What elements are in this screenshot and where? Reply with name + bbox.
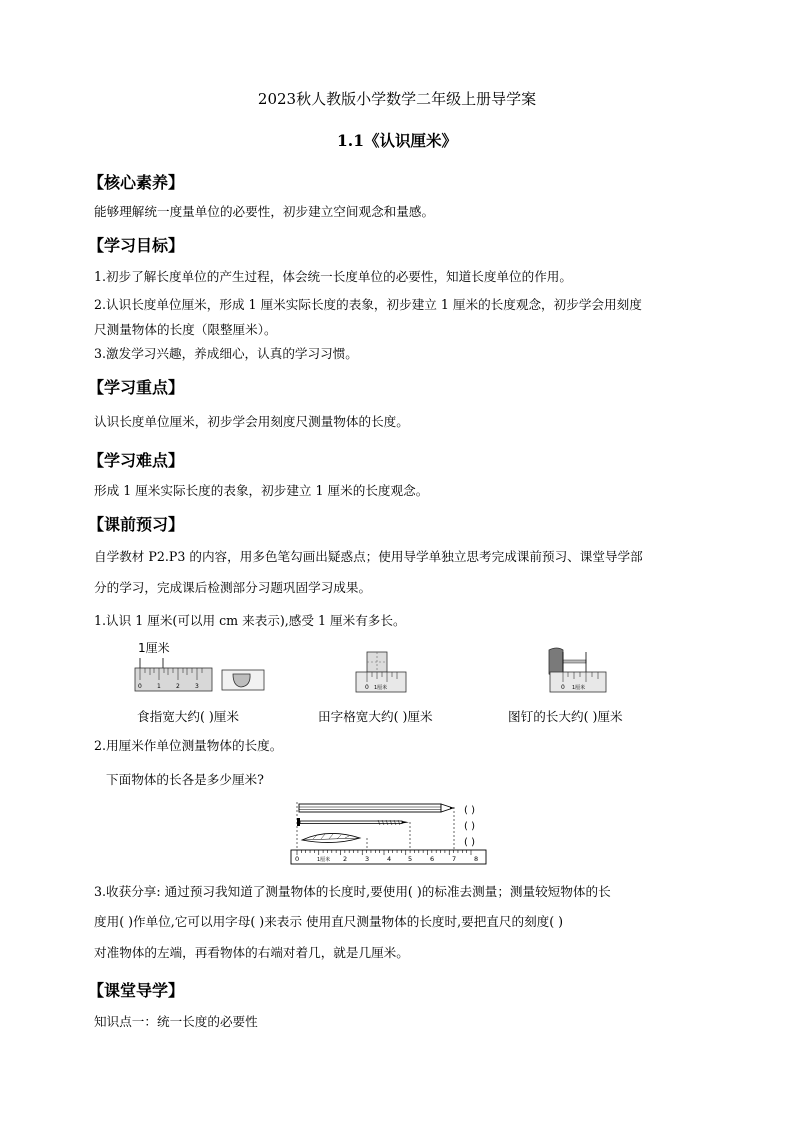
svg-text:1厘米: 1厘米 [572,685,586,691]
svg-text:1厘米: 1厘米 [374,685,388,691]
svg-text:0: 0 [295,855,300,863]
ruler-picture [291,850,486,864]
svg-text:2: 2 [343,855,348,863]
heading-core-literacy: 【核心素养】 [88,173,185,192]
preview-question-3-line-1: 3.收获分享: 通过预习我知道了测量物体的长度时,要使用( )的标准去测量；测量较短物体的长 [94,884,611,899]
difficulties-text: 形成 1 厘米实际长度的表象，初步建立 1 厘米的长度观念。 [94,483,429,498]
svg-text:3: 3 [195,683,199,690]
preview-question-1: 1.认识 1 厘米(可以用 cm 来表示),感受 1 厘米有多长。 [94,613,406,628]
preview-question-3-line-3: 对准物体的左端，再看物体的右端对着几，就是几厘米。 [94,945,409,960]
svg-text:6: 6 [430,855,435,863]
heading-goals: 【学习目标】 [88,236,185,255]
svg-text:8: 8 [474,855,479,863]
goal-item-1: 1.初步了解长度单位的产生过程，体会统一长度单位的必要性，知道长度单位的作用。 [94,269,572,284]
svg-text:1厘米: 1厘米 [317,857,331,863]
grid-square-ruler-picture [356,652,406,692]
one-cm-label: 1厘米 [138,641,170,655]
lesson-subtitle: 1.1《认识厘米》 [337,131,457,150]
svg-text:4: 4 [387,855,392,863]
svg-text:5: 5 [408,855,413,863]
pencil-picture [299,804,454,812]
goal-item-2-line-1: 2.认识长度单位厘米，形成 1 厘米实际长度的表象，初步建立 1 厘米的长度观念，初步学会用刻度 [94,297,642,312]
svg-text:3: 3 [365,855,370,863]
answer-blank-pencil: ( ) [464,805,475,816]
preview-intro-line-1: 自学教材 P2.P3 的内容，用多色笔勾画出疑惑点；使用导学单独立思考完成课前预习、课堂导学部 [94,549,643,564]
preview-question-2-sub: 下面物体的长各是多少厘米? [106,772,264,787]
answer-blank-feather: ( ) [464,837,475,848]
preview-question-3-line-2: 度用( )作单位,它可以用字母( )来表示 使用直尺测量物体的长度时,要把直尺的刻度( ) [94,914,564,929]
nail-picture [297,818,409,826]
document-title: 2023秋人教版小学数学二年级上册导学案 [257,90,537,108]
heading-key-points: 【学习重点】 [88,378,185,397]
pushpin-ruler-picture [549,648,606,692]
preview-question-2: 2.用厘米作单位测量物体的长度。 [94,738,283,753]
goal-item-3: 3.激发学习兴趣，养成细心，认真的学习习惯。 [94,346,358,361]
classroom-knowledge-point-1: 知识点一：统一长度的必要性 [94,1014,258,1029]
svg-text:0: 0 [138,683,142,690]
answer-blank-nail: ( ) [464,821,475,832]
centimeter-examples-figure [130,638,690,700]
key-points-text: 认识长度单位厘米，初步学会用刻度尺测量物体的长度。 [94,414,409,429]
caption-finger-width: 食指宽大约( )厘米 [137,709,239,724]
heading-difficulties: 【学习难点】 [88,451,185,470]
svg-text:2: 2 [176,683,180,690]
svg-text:7: 7 [452,855,457,863]
caption-grid-square-width: 田字格宽大约( )厘米 [318,709,433,724]
measure-objects-figure [288,798,508,868]
goal-item-2-line-2: 尺测量物体的长度（限整厘米）。 [94,322,277,337]
svg-text:1: 1 [157,683,161,690]
core-literacy-text: 能够理解统一度量单位的必要性，初步建立空间观念和量感。 [94,204,435,219]
heading-preview: 【课前预习】 [88,515,185,534]
svg-text:0: 0 [365,684,369,691]
finger-width-ruler-picture [135,640,264,691]
svg-text:0: 0 [561,684,565,691]
heading-classroom: 【课堂导学】 [88,981,185,1000]
caption-pushpin-length: 图钉的长大约( )厘米 [508,709,623,724]
preview-intro-line-2: 分的学习，完成课后检测部分习题巩固学习成果。 [94,580,372,595]
feather-picture [302,833,360,842]
